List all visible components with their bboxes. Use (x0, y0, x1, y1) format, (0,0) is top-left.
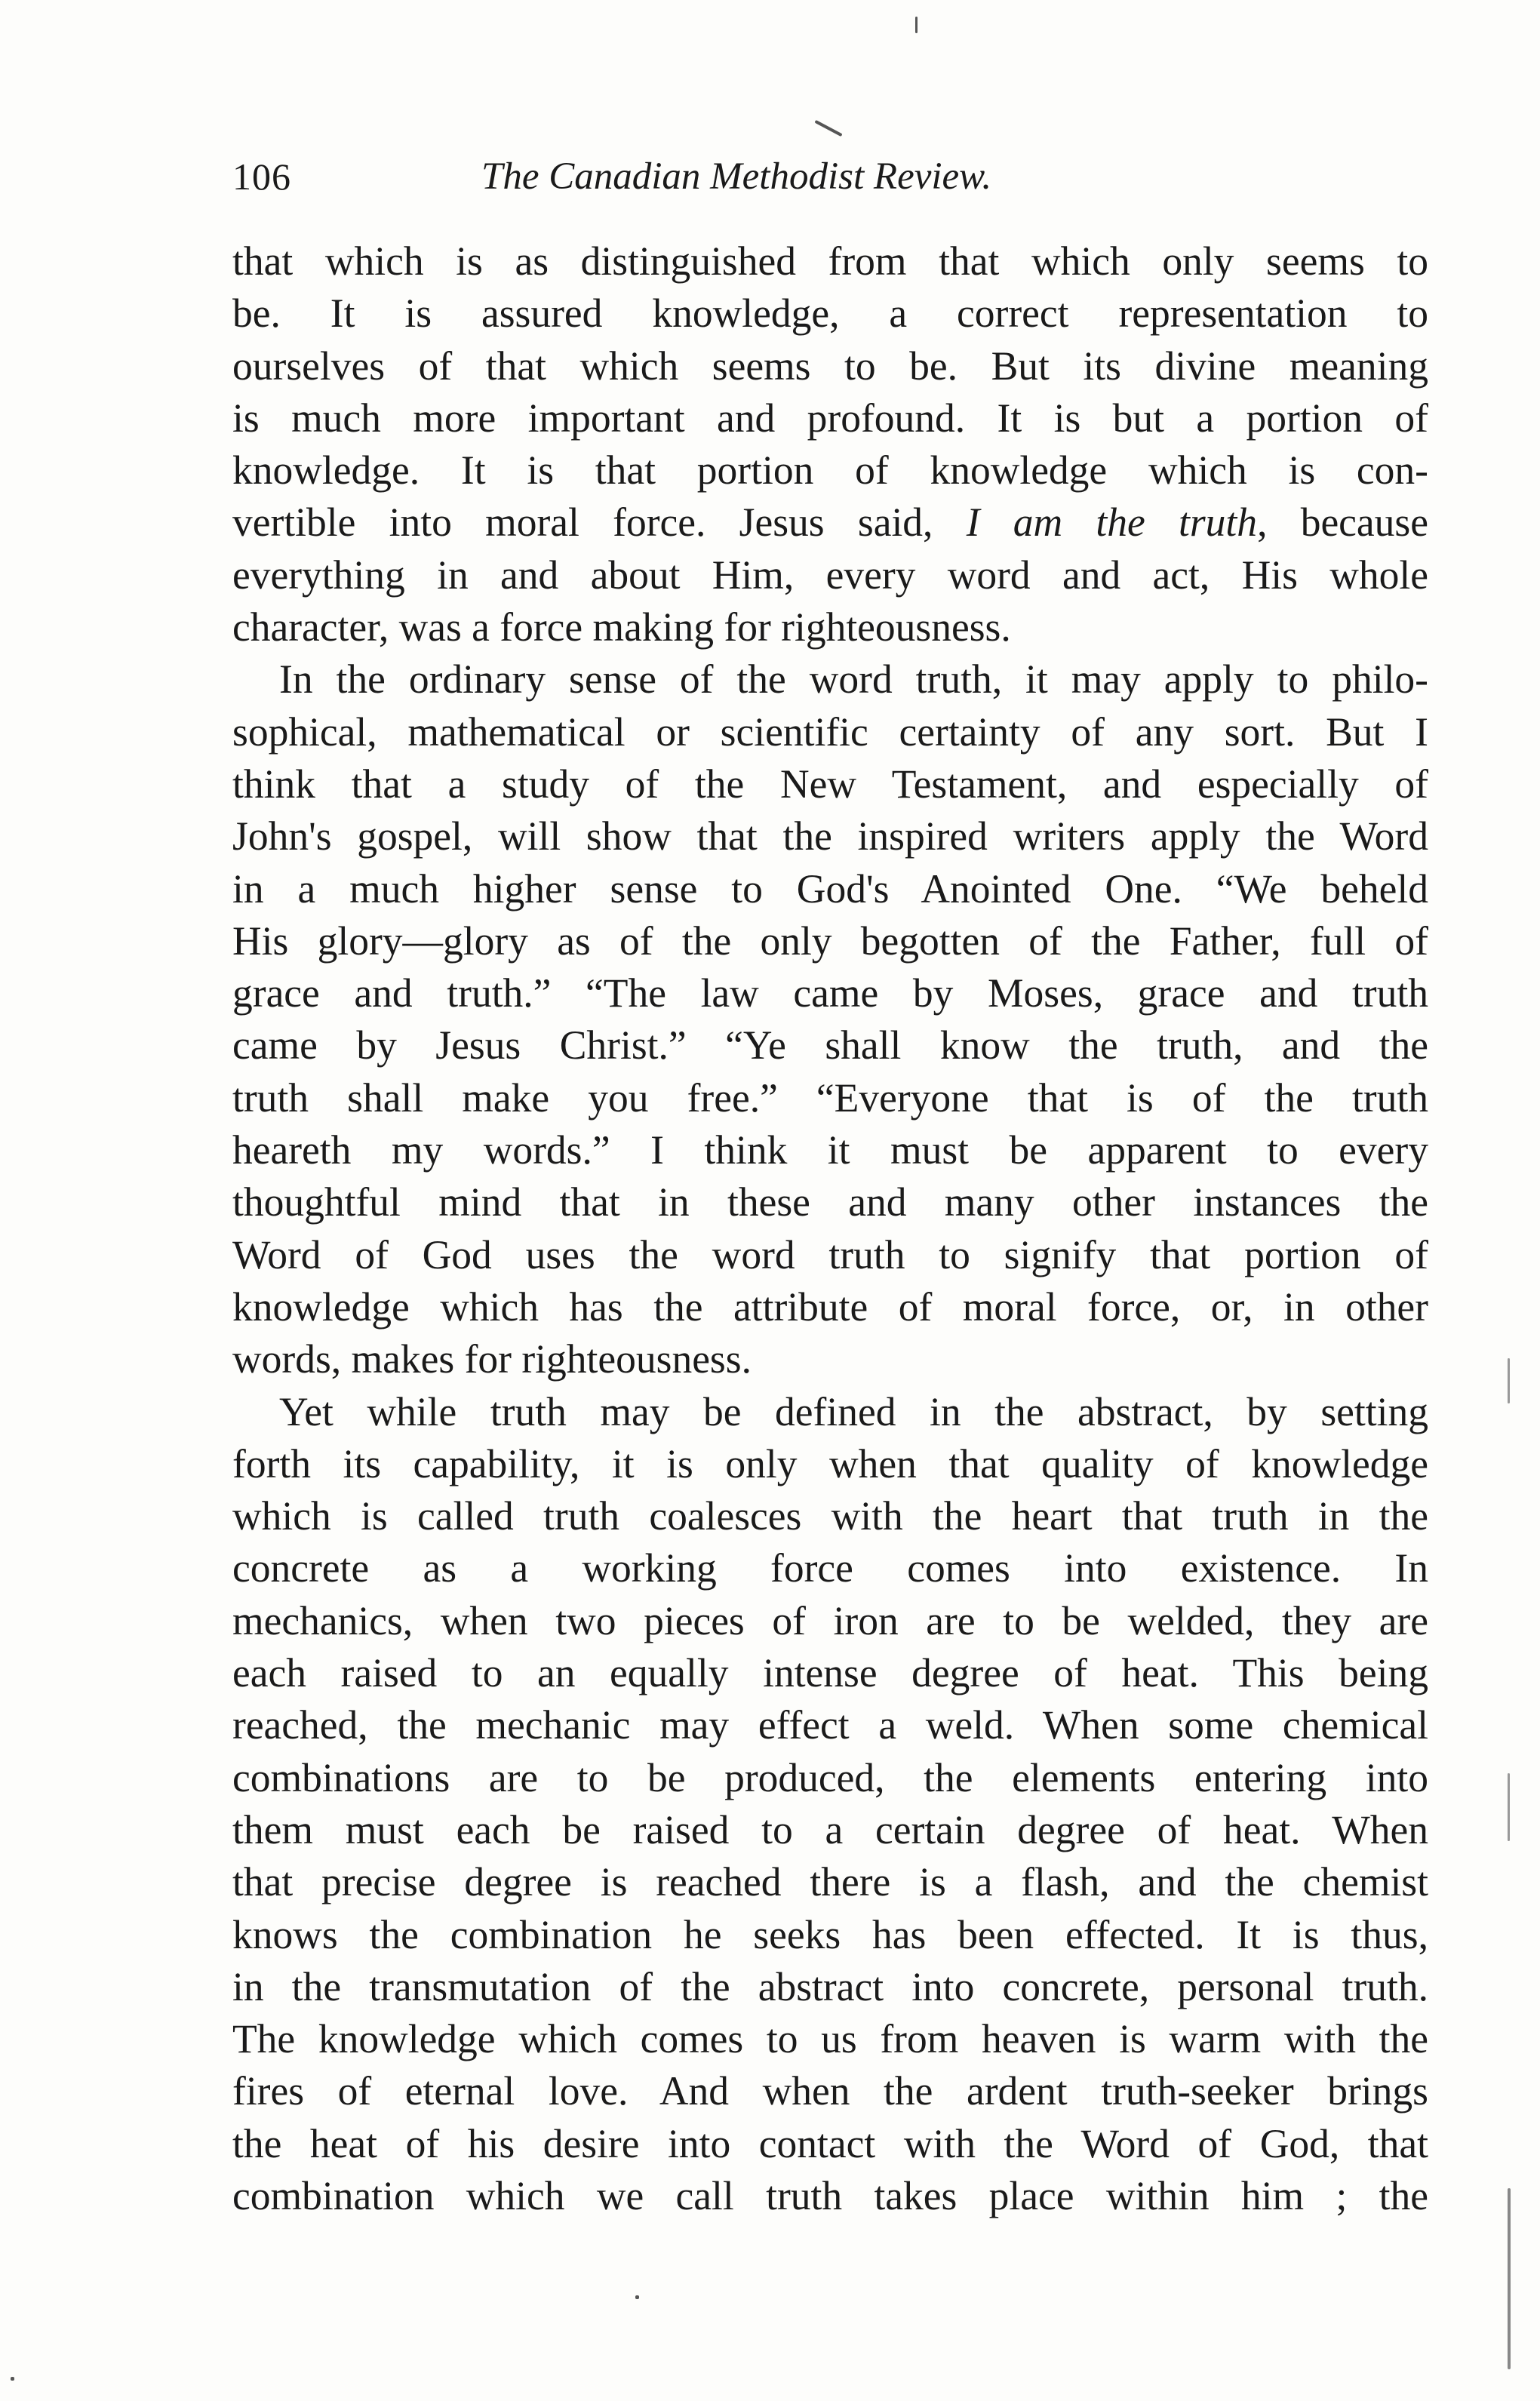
running-title: The Canadian Methodist Review. (481, 155, 992, 198)
text-line: truth shall make you free.” “Everyone that is of the truth (232, 1074, 1428, 1121)
text-line: sophical, mathematical or scientific certainty of any sort. But I (232, 709, 1428, 755)
text-line: them must each be raised to a certain degree of heat. When (232, 1806, 1428, 1852)
scan-speck (11, 2377, 14, 2381)
text-line: thoughtful mind that in these and many other instances the (232, 1179, 1428, 1225)
text-line: Yet while truth may be defined in the abstract, by setting (279, 1388, 1428, 1434)
page-number: 106 (232, 155, 291, 198)
paragraph (232, 1386, 1428, 2223)
text-line: combination which we call truth takes place within him ; the (232, 2172, 1428, 2218)
text-line: fires of eternal love. And when the ardent truth-seeker brings (232, 2068, 1428, 2114)
text-line: Word of God uses the word truth to signify that portion of (232, 1231, 1428, 1277)
text-line: think that a study of the New Testament, and especially of (232, 761, 1428, 807)
paragraph (232, 653, 1428, 1385)
scan-speck (814, 120, 842, 137)
text-line: everything in and about Him, every word and act, His whole (232, 552, 1428, 598)
text-line: mechanics, when two pieces of iron are to be welded, they are (232, 1597, 1428, 1643)
text-line: words, makes for righteousness. (232, 1336, 752, 1382)
text-line: knows the combination he seeks has been effected. It is thus, (232, 1911, 1428, 1957)
text-line: concrete as a working force comes into existence. In (232, 1545, 1428, 1591)
text-line: John's gospel, will show that the inspired writers apply the Word (232, 813, 1428, 859)
paragraph (232, 235, 1428, 653)
text-line: the heat of his desire into contact with the Word of God, that (232, 2120, 1428, 2166)
text-line: which is called truth coalesces with the heart that truth in the (232, 1493, 1428, 1539)
body-text (232, 235, 1428, 2222)
text-line: be. It is assured knowledge, a correct representation to (232, 291, 1428, 337)
text-line: came by Jesus Christ.” “Ye shall know the truth, and the (232, 1022, 1428, 1068)
text-line: in the transmutation of the abstract into concrete, personal truth. (232, 1963, 1428, 2009)
text-line: The knowledge which comes to us from heaven is warm with the (232, 2016, 1428, 2062)
text-line: is much more important and profound. It is but a portion of (232, 395, 1428, 441)
text-line: that which is as distinguished from that which only seems to (232, 238, 1428, 284)
text-line: knowledge which has the attribute of moral force, or, in other (232, 1284, 1428, 1330)
text-line: His glory—glory as of the only begotten of the Father, full of (232, 918, 1428, 964)
text-line: In the ordinary sense of the word truth, it may apply to philo- (279, 656, 1428, 702)
scan-speck (915, 17, 918, 33)
text-line: ourselves of that which seems to be. But its divine meaning (232, 343, 1428, 389)
text-line: each raised to an equally intense degree of heat. This being (232, 1650, 1428, 1696)
text-line: grace and truth.” “The law came by Moses, grace and truth (232, 970, 1428, 1016)
text-line: that precise degree is reached there is a flash, and the chemist (232, 1859, 1428, 1905)
italic-phrase: I am the truth (966, 500, 1258, 546)
text-line: knowledge. It is that portion of knowledge which is con- (232, 447, 1428, 493)
text-line: character, was a force making for righteousness. (232, 604, 1011, 650)
scan-speck (635, 2295, 639, 2299)
text-line: in a much higher sense to God's Anointed One. “We beheld (232, 865, 1428, 912)
text-line: reached, the mechanic may effect a weld. When some chemical (232, 1702, 1428, 1748)
text-line: forth its capability, it is only when that quality of knowledge (232, 1440, 1428, 1486)
scan-speck (1508, 1773, 1510, 1841)
scan-speck (1508, 1358, 1510, 1403)
text-line: heareth my words.” I think it must be apparent to every (232, 1127, 1428, 1173)
text-line: combinations are to be produced, the elements entering into (232, 1754, 1428, 1800)
scan-speck (1508, 2188, 1511, 2369)
page-header (232, 155, 1440, 208)
text-line: vertible into moral force. Jesus said, I am the truth, because (232, 500, 1428, 546)
